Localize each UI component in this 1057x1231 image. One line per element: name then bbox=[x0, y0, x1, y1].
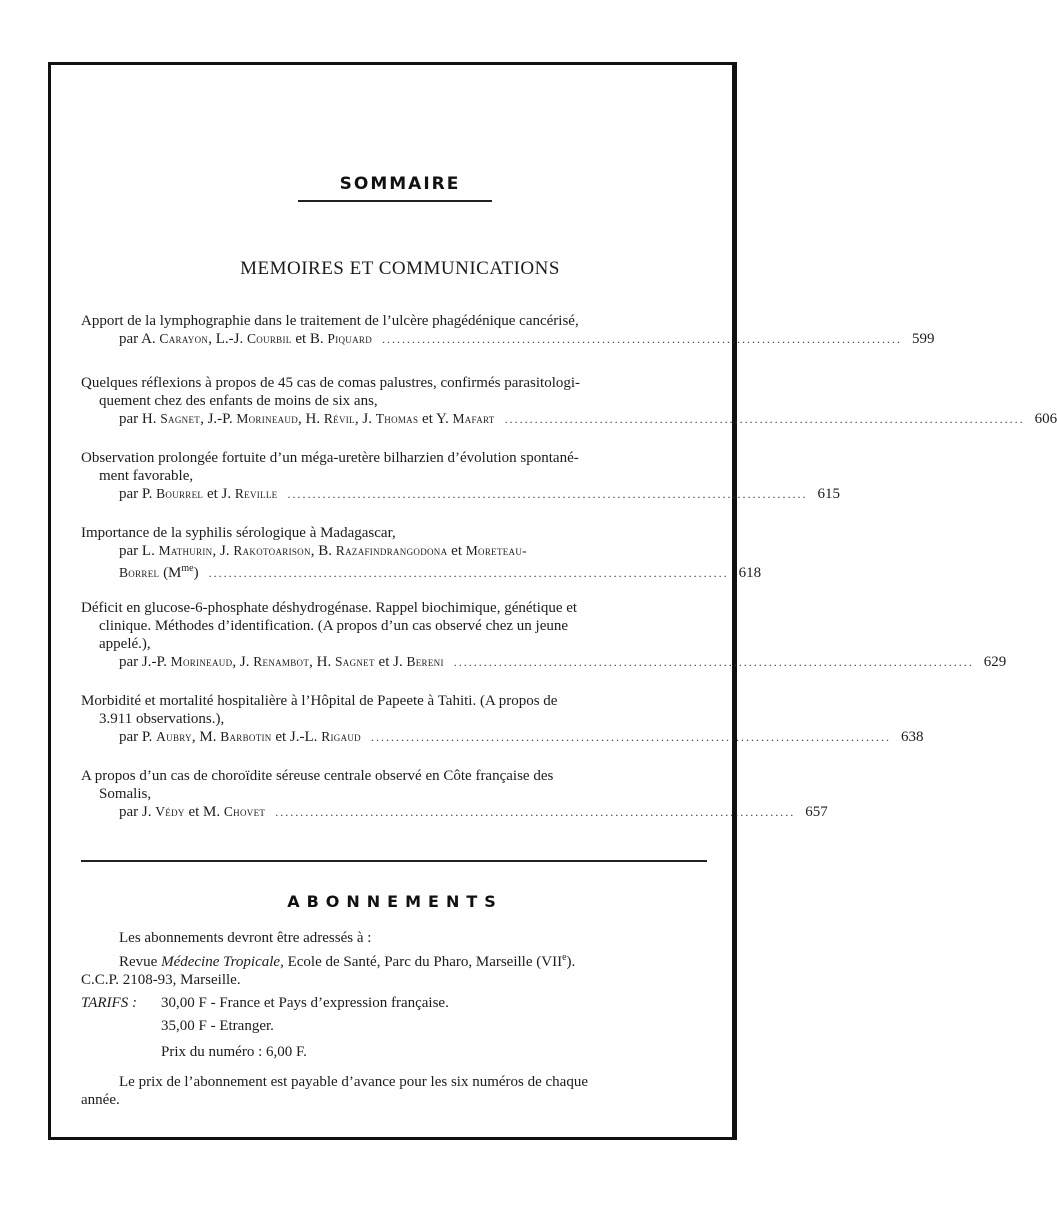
entry-authors: par J.-P. Morineaud, J. Renambot, H. Sagnet et J. Bereni bbox=[119, 654, 444, 670]
toc-entry[interactable] bbox=[81, 374, 1057, 428]
entry-title: Quelques réflexions à propos de 45 cas de comas palustres, confirmés parasitologi- quement chez des enfants de moins de six ans, bbox=[81, 375, 581, 409]
toc-entry[interactable] bbox=[81, 599, 1007, 671]
abon-final-2: année. bbox=[81, 1092, 120, 1108]
abonnements-body bbox=[81, 929, 707, 1109]
abon-final: Le prix de l’abonnement est payable d’avance pour les six numéros de chaque bbox=[119, 1074, 588, 1090]
entry-title: Déficit en glucose-6-phosphate déshydrogénase. Rappel biochimique, génétique et clinique. Méthodes d’identification. (A propos d’un cas observé chez un jeune appelé.), bbox=[81, 600, 578, 652]
entry-authors-cont: Borrel $(M^{me})$ bbox=[119, 563, 199, 581]
entry-page: 618 bbox=[738, 565, 762, 581]
entry-title: Apport de la lymphographie dans le traitement de l’ulcère phagédénique cancérisé, bbox=[81, 313, 579, 329]
entry-page: 657 bbox=[805, 804, 828, 820]
entry-page: 615 bbox=[817, 486, 840, 502]
abon-tarif2: 35,00 F - Etranger. bbox=[161, 1018, 274, 1034]
leader-dots: ........................................................................................................ bbox=[287, 487, 808, 501]
leader-dots: ........................................................................................................ bbox=[275, 805, 796, 819]
abon-prix: Prix du numéro : 6,00 F. bbox=[161, 1044, 307, 1060]
entry-page: 638 bbox=[901, 729, 924, 745]
entry-title: Importance de la syphilis sérologique à Madagascar, bbox=[81, 525, 396, 541]
toc-entry[interactable] bbox=[81, 524, 762, 582]
abon-ccp: C.C.P. 2108-93, Marseille. bbox=[81, 972, 241, 988]
page-title: SOMMAIRE bbox=[339, 174, 461, 194]
toc-entry[interactable] bbox=[81, 449, 840, 503]
abon-address: Revue Médecine Tropicale, Ecole de Santé, Parc du Pharo, Marseille (VIIe). bbox=[119, 952, 576, 970]
toc-entry[interactable] bbox=[81, 767, 828, 821]
entry-page: 606 bbox=[1034, 411, 1057, 427]
entry-page: 629 bbox=[983, 654, 1007, 670]
leader-dots: ........................................................................................................ bbox=[504, 412, 1025, 426]
abonnements-heading: ABONNEMENTS bbox=[287, 892, 503, 911]
entry-authors: par P. Bourrel et J. Reville bbox=[119, 486, 278, 502]
entry-authors: par J. Védy et M. Chovet bbox=[119, 804, 266, 820]
leader-dots: ........................................................................................................ bbox=[453, 655, 974, 669]
section-divider bbox=[81, 860, 707, 862]
entry-title: Observation prolongée fortuite d’un méga-uretère bilharzien d’évolution spontané- ment favorable, bbox=[81, 450, 579, 484]
leader-dots: ........................................................................................................ bbox=[371, 730, 891, 744]
abon-tarifs: TARIFS : 30,00 F - France et Pays d’expression française. bbox=[81, 995, 449, 1011]
abon-line: Les abonnements devront être adressés à : bbox=[119, 930, 372, 946]
entry-title: A propos d’un cas de choroïdite séreuse centrale observé en Côte française des Somalis, bbox=[81, 768, 554, 802]
entry-authors: par H. Sagnet, J.-P. Morineaud, H. Révil, J. Thomas et Y. Mafart bbox=[119, 411, 495, 427]
title-underline bbox=[298, 200, 492, 202]
entry-authors: par L. Mathurin, J. Rakotoarison, B. Razafindrangodona et Moreteau- bbox=[119, 543, 527, 559]
entry-authors: par P. Aubry, M. Barbotin et J.-L. Rigaud bbox=[119, 729, 361, 745]
toc-entry[interactable] bbox=[81, 692, 924, 746]
leader-dots: ........................................................................................................ bbox=[382, 332, 903, 346]
section-heading: MEMOIRES ET COMMUNICATIONS bbox=[240, 258, 560, 279]
toc-entry[interactable] bbox=[81, 312, 935, 348]
leader-dots: ........................................................................................................ bbox=[208, 566, 729, 580]
entry-page: 599 bbox=[912, 331, 935, 347]
entry-authors: par A. Carayon, L.-J. Courbil et B. Piquard bbox=[119, 331, 373, 347]
entry-title: Morbidité et mortalité hospitalière à l’Hôpital de Papeete à Tahiti. (A propos de 3.911 observations.), bbox=[81, 693, 558, 727]
